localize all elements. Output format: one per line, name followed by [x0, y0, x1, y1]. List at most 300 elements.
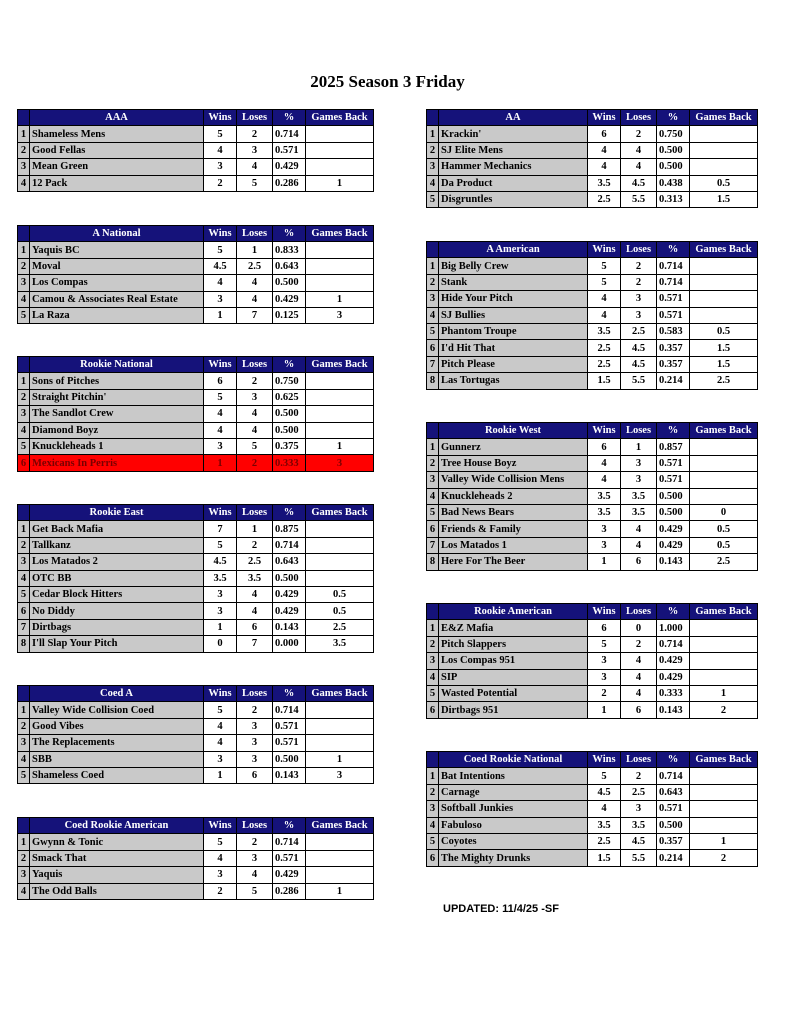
- table-row: [18, 455, 374, 471]
- table-row: [427, 653, 758, 669]
- rank-header: [18, 110, 30, 126]
- table-row: [18, 175, 374, 191]
- pct-cell: 0.571: [273, 850, 306, 866]
- team-name-cell: Cedar Block Hitters: [30, 586, 204, 602]
- team-name-cell: Dirtbags 951: [439, 702, 588, 718]
- games-back-cell: 1: [690, 833, 758, 849]
- rank-header: [427, 110, 439, 126]
- pct-cell: 0.571: [657, 472, 690, 488]
- wins-cell: 2: [588, 685, 621, 701]
- pct-cell: 0.714: [657, 258, 690, 274]
- pct-cell: 0.500: [273, 570, 306, 586]
- loses-header: Loses: [621, 423, 657, 439]
- wins-cell: 5: [204, 126, 237, 142]
- pct-cell: 0.313: [657, 191, 690, 207]
- wins-cell: 4: [204, 275, 237, 291]
- rank-cell: 1: [18, 834, 30, 850]
- rank-cell: 4: [427, 175, 439, 191]
- games-back-cell: [690, 620, 758, 636]
- rank-cell: 5: [427, 191, 439, 207]
- table-row: [427, 356, 758, 372]
- games-back-cell: 1.5: [690, 356, 758, 372]
- table-row: [18, 537, 374, 553]
- loses-header: Loses: [621, 752, 657, 768]
- games-back-header: Games Back: [690, 752, 758, 768]
- wins-cell: 3.5: [588, 488, 621, 504]
- games-back-cell: [306, 702, 374, 718]
- header-row: [18, 226, 374, 242]
- pct-cell: 0.429: [273, 867, 306, 883]
- games-back-cell: [306, 258, 374, 274]
- team-name-cell: Los Matados 1: [439, 537, 588, 553]
- loses-cell: 2: [621, 768, 657, 784]
- games-back-cell: [306, 554, 374, 570]
- team-name-cell: The Sandlot Crew: [30, 406, 204, 422]
- header-row: [18, 505, 374, 521]
- rank-header: [427, 604, 439, 620]
- loses-cell: 3: [237, 142, 273, 158]
- table-row: [427, 850, 758, 866]
- table-row: [18, 159, 374, 175]
- header-row: [18, 686, 374, 702]
- wins-cell: 2.5: [588, 833, 621, 849]
- wins-cell: 1: [204, 767, 237, 783]
- rank-cell: 4: [427, 669, 439, 685]
- pct-cell: 0.143: [273, 619, 306, 635]
- team-name-cell: Los Compas: [30, 275, 204, 291]
- table-row: [427, 142, 758, 158]
- wins-cell: 3: [204, 751, 237, 767]
- team-name-cell: Tree House Boyz: [439, 455, 588, 471]
- loses-cell: 1: [621, 439, 657, 455]
- team-name-cell: Mexicans In Perris: [30, 455, 204, 471]
- rank-cell: 7: [427, 356, 439, 372]
- loses-cell: 2: [237, 373, 273, 389]
- pct-cell: 0.357: [657, 340, 690, 356]
- loses-cell: 6: [621, 702, 657, 718]
- loses-cell: 2: [621, 274, 657, 290]
- loses-header: Loses: [621, 242, 657, 258]
- team-name-cell: Da Product: [439, 175, 588, 191]
- wins-cell: 1: [204, 307, 237, 323]
- table-row: [427, 291, 758, 307]
- rank-cell: 5: [18, 307, 30, 323]
- header-row: [427, 242, 758, 258]
- rank-cell: 3: [18, 159, 30, 175]
- loses-header: Loses: [237, 818, 273, 834]
- games-back-cell: 0.5: [690, 323, 758, 339]
- wins-cell: 0: [204, 636, 237, 652]
- team-name-cell: Diamond Boyz: [30, 422, 204, 438]
- wins-cell: 5: [204, 389, 237, 405]
- wins-cell: 1: [204, 619, 237, 635]
- rank-cell: 2: [18, 258, 30, 274]
- rank-cell: 7: [18, 619, 30, 635]
- pct-cell: 0.429: [273, 586, 306, 602]
- table-row: [18, 126, 374, 142]
- wins-cell: 4: [204, 406, 237, 422]
- loses-cell: 5.5: [621, 850, 657, 866]
- loses-cell: 2: [237, 834, 273, 850]
- pct-cell: 0.500: [273, 422, 306, 438]
- games-back-header: Games Back: [690, 423, 758, 439]
- loses-cell: 4.5: [621, 356, 657, 372]
- rank-cell: 2: [18, 537, 30, 553]
- table-row: [18, 242, 374, 258]
- games-back-cell: [306, 537, 374, 553]
- division-name: A American: [439, 242, 588, 258]
- division-name: Coed Rookie National: [439, 752, 588, 768]
- table-row: [427, 191, 758, 207]
- table-row: [18, 521, 374, 537]
- wins-cell: 4: [588, 159, 621, 175]
- loses-cell: 2: [237, 702, 273, 718]
- wins-cell: 4.5: [204, 258, 237, 274]
- rank-cell: 1: [427, 620, 439, 636]
- games-back-cell: [690, 274, 758, 290]
- games-back-header: Games Back: [306, 226, 374, 242]
- team-name-cell: The Odd Balls: [30, 883, 204, 899]
- rank-cell: 3: [18, 867, 30, 883]
- loses-cell: 4.5: [621, 175, 657, 191]
- rank-cell: 1: [427, 126, 439, 142]
- rank-cell: 4: [18, 883, 30, 899]
- pct-cell: 0.750: [657, 126, 690, 142]
- wins-cell: 1: [204, 455, 237, 471]
- team-name-cell: La Raza: [30, 307, 204, 323]
- games-back-cell: 2: [690, 850, 758, 866]
- games-back-cell: [306, 275, 374, 291]
- pct-cell: 0.714: [657, 768, 690, 784]
- team-name-cell: The Replacements: [30, 735, 204, 751]
- rank-cell: 3: [18, 554, 30, 570]
- rank-cell: 1: [18, 373, 30, 389]
- pct-cell: 0.500: [657, 159, 690, 175]
- pct-cell: 0.643: [273, 554, 306, 570]
- table-row: [427, 455, 758, 471]
- pct-cell: 0.500: [657, 488, 690, 504]
- wins-cell: 4: [588, 472, 621, 488]
- pct-cell: 0.143: [657, 702, 690, 718]
- loses-cell: 4: [237, 275, 273, 291]
- division-name: Rookie American: [439, 604, 588, 620]
- rank-cell: 2: [427, 142, 439, 158]
- team-name-cell: Good Fellas: [30, 142, 204, 158]
- loses-header: Loses: [237, 686, 273, 702]
- games-back-cell: [690, 126, 758, 142]
- wins-cell: 6: [588, 620, 621, 636]
- table-row: [18, 603, 374, 619]
- table-row: [427, 488, 758, 504]
- wins-cell: 4: [204, 718, 237, 734]
- division-name: Rookie East: [30, 505, 204, 521]
- loses-cell: 2.5: [237, 258, 273, 274]
- rank-cell: 5: [427, 504, 439, 520]
- table-row: [18, 570, 374, 586]
- wins-cell: 3.5: [588, 504, 621, 520]
- games-back-header: Games Back: [306, 686, 374, 702]
- rank-cell: 2: [427, 784, 439, 800]
- table-row: [18, 867, 374, 883]
- games-back-header: Games Back: [306, 357, 374, 373]
- team-name-cell: Knuckleheads 1: [30, 438, 204, 454]
- pct-header: %: [273, 226, 306, 242]
- loses-cell: 7: [237, 636, 273, 652]
- team-name-cell: SJ Elite Mens: [439, 142, 588, 158]
- rank-cell: 1: [18, 702, 30, 718]
- loses-cell: 3.5: [621, 504, 657, 520]
- division-name: AAA: [30, 110, 204, 126]
- games-back-cell: [690, 258, 758, 274]
- pct-cell: 0.286: [273, 883, 306, 899]
- loses-cell: 4: [237, 159, 273, 175]
- page-title: 2025 Season 3 Friday: [310, 72, 465, 91]
- rank-cell: 5: [427, 323, 439, 339]
- loses-cell: 4: [237, 603, 273, 619]
- division-table-a-american: [426, 241, 758, 390]
- pct-cell: 0.429: [657, 653, 690, 669]
- wins-cell: 1.5: [588, 373, 621, 389]
- games-back-cell: [306, 521, 374, 537]
- pct-cell: 0.750: [273, 373, 306, 389]
- team-name-cell: Get Back Mafia: [30, 521, 204, 537]
- wins-cell: 2.5: [588, 356, 621, 372]
- rank-cell: 3: [18, 406, 30, 422]
- wins-header: Wins: [588, 242, 621, 258]
- wins-cell: 2.5: [588, 191, 621, 207]
- pct-cell: 0.643: [657, 784, 690, 800]
- loses-cell: 2.5: [237, 554, 273, 570]
- table-row: [427, 175, 758, 191]
- division-table-rookie-national: [17, 356, 374, 472]
- table-row: [427, 537, 758, 553]
- team-name-cell: Los Compas 951: [439, 653, 588, 669]
- pct-cell: 0.500: [657, 504, 690, 520]
- games-back-cell: [690, 801, 758, 817]
- rank-header: [18, 818, 30, 834]
- wins-header: Wins: [204, 357, 237, 373]
- loses-cell: 6: [237, 767, 273, 783]
- table-row: [427, 504, 758, 520]
- wins-cell: 4: [588, 307, 621, 323]
- wins-header: Wins: [204, 110, 237, 126]
- loses-cell: 3.5: [621, 488, 657, 504]
- loses-cell: 5: [237, 883, 273, 899]
- pct-cell: 0.429: [657, 537, 690, 553]
- wins-cell: 3: [588, 653, 621, 669]
- games-back-cell: 2: [690, 702, 758, 718]
- pct-cell: 0.500: [657, 142, 690, 158]
- division-name: Rookie West: [439, 423, 588, 439]
- pct-header: %: [657, 423, 690, 439]
- team-name-cell: No Diddy: [30, 603, 204, 619]
- wins-cell: 4: [204, 422, 237, 438]
- table-row: [18, 373, 374, 389]
- table-row: [427, 801, 758, 817]
- loses-cell: 4: [621, 685, 657, 701]
- games-back-header: Games Back: [306, 818, 374, 834]
- table-row: [18, 554, 374, 570]
- pct-header: %: [273, 686, 306, 702]
- team-name-cell: Camou & Associates Real Estate: [30, 291, 204, 307]
- team-name-cell: Hammer Mechanics: [439, 159, 588, 175]
- wins-cell: 3: [588, 521, 621, 537]
- loses-header: Loses: [237, 505, 273, 521]
- team-name-cell: SBB: [30, 751, 204, 767]
- pct-cell: 0.571: [273, 718, 306, 734]
- table-row: [427, 274, 758, 290]
- rank-header: [427, 242, 439, 258]
- rank-cell: 2: [427, 274, 439, 290]
- wins-cell: 6: [588, 439, 621, 455]
- wins-cell: 4: [588, 291, 621, 307]
- loses-cell: 3: [237, 751, 273, 767]
- table-row: [427, 685, 758, 701]
- team-name-cell: The Mighty Drunks: [439, 850, 588, 866]
- header-row: [427, 604, 758, 620]
- team-name-cell: Stank: [439, 274, 588, 290]
- loses-cell: 6: [621, 554, 657, 570]
- table-row: [427, 439, 758, 455]
- games-back-header: Games Back: [690, 604, 758, 620]
- games-back-header: Games Back: [690, 242, 758, 258]
- pct-cell: 0.429: [273, 291, 306, 307]
- loses-cell: 4.5: [621, 340, 657, 356]
- division-name: A National: [30, 226, 204, 242]
- games-back-cell: [690, 653, 758, 669]
- wins-cell: 1.5: [588, 850, 621, 866]
- wins-cell: 1: [588, 554, 621, 570]
- loses-cell: 3: [621, 455, 657, 471]
- loses-cell: 3: [237, 735, 273, 751]
- team-name-cell: Phantom Troupe: [439, 323, 588, 339]
- table-row: [427, 833, 758, 849]
- rank-cell: 6: [18, 603, 30, 619]
- pct-cell: 0.714: [273, 834, 306, 850]
- loses-header: Loses: [237, 110, 273, 126]
- table-row: [427, 340, 758, 356]
- wins-cell: 5: [204, 242, 237, 258]
- loses-cell: 5: [237, 175, 273, 191]
- rank-header: [18, 686, 30, 702]
- games-back-cell: 1: [306, 175, 374, 191]
- updated-note: UPDATED: 11/4/25 -SF: [443, 903, 559, 915]
- pct-cell: 0.286: [273, 175, 306, 191]
- team-name-cell: Mean Green: [30, 159, 204, 175]
- team-name-cell: SJ Bullies: [439, 307, 588, 323]
- table-row: [18, 291, 374, 307]
- pct-cell: 1.000: [657, 620, 690, 636]
- rank-cell: 6: [18, 455, 30, 471]
- team-name-cell: Yaquis: [30, 867, 204, 883]
- table-row: [427, 669, 758, 685]
- division-table-rookie-west: [426, 422, 758, 571]
- loses-cell: 3.5: [237, 570, 273, 586]
- loses-header: Loses: [237, 357, 273, 373]
- rank-cell: 4: [18, 422, 30, 438]
- loses-cell: 5.5: [621, 373, 657, 389]
- games-back-cell: [690, 307, 758, 323]
- loses-cell: 2: [237, 126, 273, 142]
- pct-cell: 0.000: [273, 636, 306, 652]
- games-back-cell: [306, 406, 374, 422]
- wins-cell: 4: [588, 801, 621, 817]
- rank-cell: 5: [18, 767, 30, 783]
- pct-cell: 0.500: [273, 406, 306, 422]
- games-back-cell: [306, 850, 374, 866]
- team-name-cell: Fabuloso: [439, 817, 588, 833]
- wins-header: Wins: [204, 818, 237, 834]
- wins-cell: 3.5: [204, 570, 237, 586]
- pct-cell: 0.714: [657, 274, 690, 290]
- rank-cell: 3: [427, 291, 439, 307]
- rank-cell: 8: [18, 636, 30, 652]
- games-back-cell: [690, 669, 758, 685]
- games-back-header: Games Back: [690, 110, 758, 126]
- loses-cell: 3: [621, 307, 657, 323]
- games-back-cell: [690, 455, 758, 471]
- team-name-cell: Here For The Beer: [439, 554, 588, 570]
- loses-cell: 2: [237, 455, 273, 471]
- rank-header: [427, 752, 439, 768]
- pct-cell: 0.571: [657, 291, 690, 307]
- team-name-cell: Sons of Pitches: [30, 373, 204, 389]
- table-row: [18, 307, 374, 323]
- pct-cell: 0.357: [657, 833, 690, 849]
- table-row: [427, 159, 758, 175]
- rank-cell: 6: [427, 850, 439, 866]
- pct-cell: 0.875: [273, 521, 306, 537]
- rank-cell: 3: [427, 159, 439, 175]
- rank-cell: 3: [18, 735, 30, 751]
- header-row: [427, 423, 758, 439]
- games-back-cell: [306, 735, 374, 751]
- rank-cell: 4: [427, 488, 439, 504]
- pct-cell: 0.714: [273, 126, 306, 142]
- team-name-cell: Bad News Bears: [439, 504, 588, 520]
- loses-cell: 4: [237, 422, 273, 438]
- header-row: [427, 110, 758, 126]
- rank-cell: 8: [427, 554, 439, 570]
- games-back-cell: [306, 159, 374, 175]
- games-back-cell: 1: [306, 751, 374, 767]
- table-row: [18, 883, 374, 899]
- loses-cell: 3: [621, 291, 657, 307]
- table-row: [18, 850, 374, 866]
- table-row: [18, 438, 374, 454]
- games-back-cell: 1.5: [690, 340, 758, 356]
- rank-cell: 3: [427, 472, 439, 488]
- team-name-cell: Valley Wide Collision Coed: [30, 702, 204, 718]
- table-row: [427, 768, 758, 784]
- wins-cell: 5: [588, 636, 621, 652]
- games-back-cell: 1: [690, 685, 758, 701]
- loses-header: Loses: [621, 110, 657, 126]
- team-name-cell: Dirtbags: [30, 619, 204, 635]
- team-name-cell: Gwynn & Tonic: [30, 834, 204, 850]
- wins-cell: 3: [204, 291, 237, 307]
- team-name-cell: Shameless Mens: [30, 126, 204, 142]
- wins-header: Wins: [204, 505, 237, 521]
- wins-cell: 4: [204, 142, 237, 158]
- games-back-cell: [690, 817, 758, 833]
- rank-header: [18, 357, 30, 373]
- rank-header: [18, 226, 30, 242]
- games-back-cell: [306, 389, 374, 405]
- games-back-cell: [306, 867, 374, 883]
- games-back-cell: 0.5: [690, 521, 758, 537]
- team-name-cell: Yaquis BC: [30, 242, 204, 258]
